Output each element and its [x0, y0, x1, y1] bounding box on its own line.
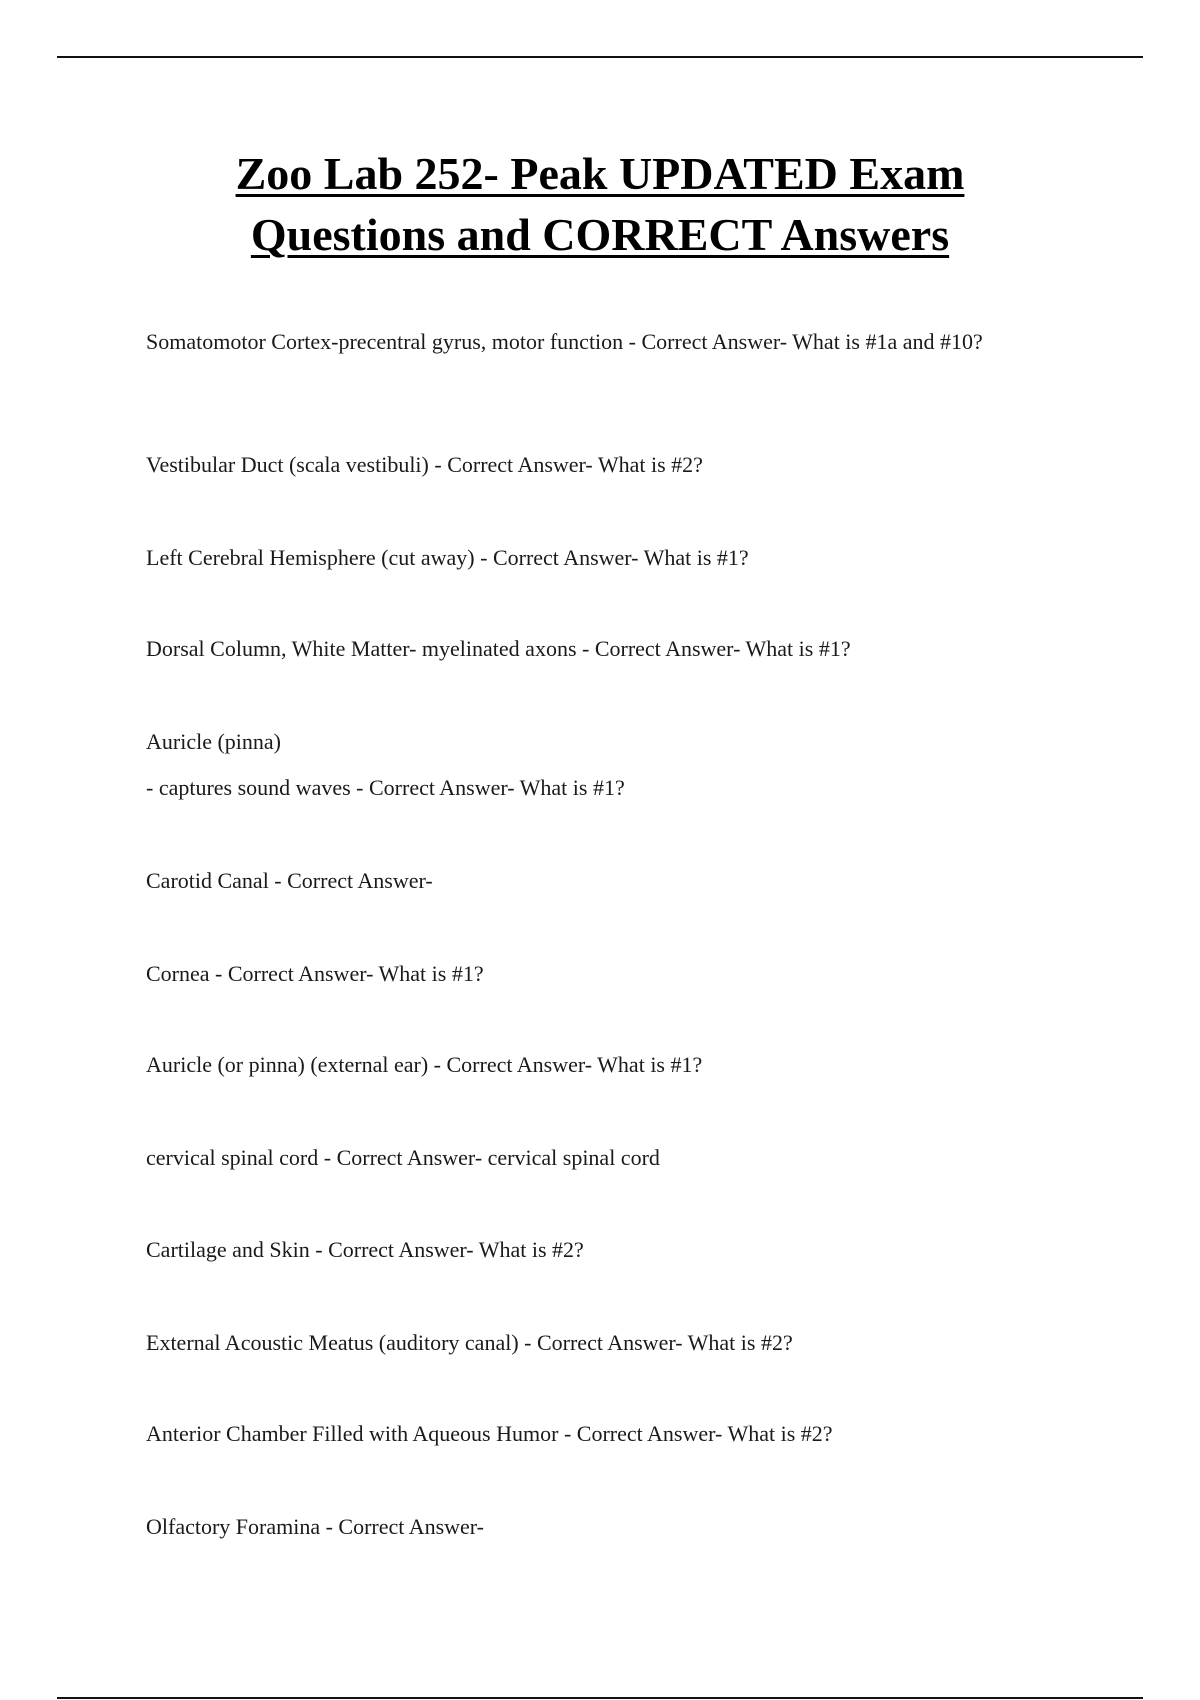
qa-item-auricle-pinna: Auricle (pinna) [146, 729, 281, 754]
qa-item-auricle-pinna-detail: - captures sound waves - Correct Answer- What is #1? [146, 775, 625, 800]
qa-item-cervical-spinal-cord: cervical spinal cord - Correct Answer- cervical spinal cord [146, 1145, 660, 1170]
qa-item-carotid-canal: Carotid Canal - Correct Answer- [146, 868, 433, 893]
qa-item-external-acoustic-meatus: External Acoustic Meatus (auditory canal) - Correct Answer- What is #2? [146, 1330, 793, 1355]
top-rule [57, 56, 1143, 58]
qa-item-cornea: Cornea - Correct Answer- What is #1? [146, 961, 484, 986]
qa-item-somatomotor-cortex: Somatomotor Cortex-precentral gyrus, motor function - Correct Answer- What is #1a and #10? [146, 329, 983, 354]
qa-item-auricle-external-ear: Auricle (or pinna) (external ear) - Correct Answer- What is #1? [146, 1052, 703, 1077]
bottom-rule [57, 1697, 1143, 1699]
qa-item-cartilage-and-skin: Cartilage and Skin - Correct Answer- What is #2? [146, 1237, 584, 1262]
qa-item-olfactory-foramina: Olfactory Foramina - Correct Answer- [146, 1514, 485, 1539]
qa-item-anterior-chamber: Anterior Chamber Filled with Aqueous Humor - Correct Answer- What is #2? [146, 1421, 833, 1446]
title-line-1: Zoo Lab 252- Peak UPDATED Exam [235, 148, 965, 199]
title-line-2: Questions and CORRECT Answers [250, 209, 950, 260]
document-title [100, 143, 1100, 265]
qa-item-left-cerebral-hemisphere: Left Cerebral Hemisphere (cut away) - Correct Answer- What is #1? [146, 545, 749, 570]
qa-item-vestibular-duct: Vestibular Duct (scala vestibuli) - Correct Answer- What is #2? [146, 452, 703, 477]
qa-item-dorsal-column: Dorsal Column, White Matter- myelinated axons - Correct Answer- What is #1? [146, 636, 851, 661]
